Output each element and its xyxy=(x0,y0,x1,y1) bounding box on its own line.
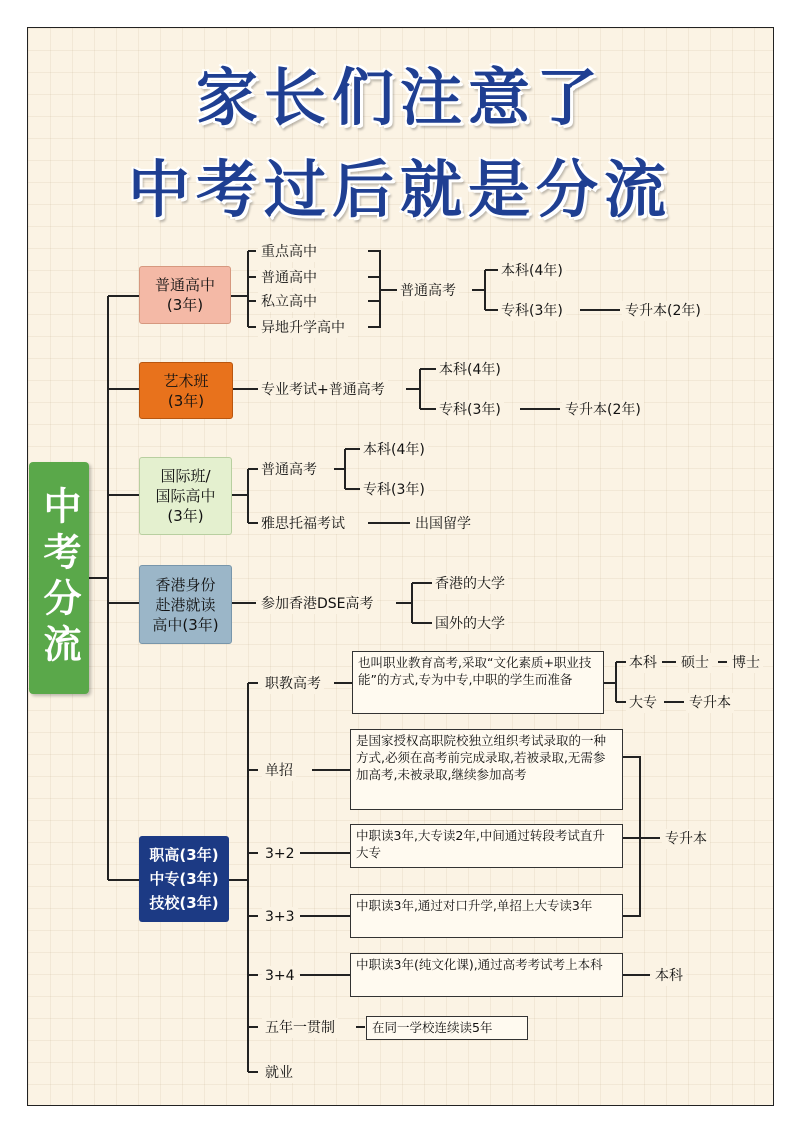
zhijiao-boshi: 博士 xyxy=(729,653,763,673)
node-guoji-years: (3年) xyxy=(167,507,204,525)
putong-benke: 本科(4年) xyxy=(498,261,566,281)
danzhao-label: 单招 xyxy=(262,761,296,781)
putong-zsb: 专升本(2年) xyxy=(622,301,704,321)
jiuye-label: 就业 xyxy=(262,1063,296,1083)
zhijiao-benke: 本科 xyxy=(626,653,660,673)
yishu-zhuanke: 专科(3年) xyxy=(436,400,504,420)
node-hk-label-3: 高中(3年) xyxy=(152,615,219,634)
zhijiao-dazhuan: 大专 xyxy=(626,693,660,713)
school-putong: 普通高中 xyxy=(258,268,320,288)
node-putong-label: 普通高中 xyxy=(154,276,215,294)
node-putong-years: (3年) xyxy=(166,296,204,314)
p34-result: 本科 xyxy=(652,966,686,986)
p33-desc: 中职读3年,通过对口升学,单招上大专读3年 xyxy=(350,894,623,938)
yishu-benke: 本科(4年) xyxy=(436,360,504,380)
school-sili: 私立高中 xyxy=(258,292,320,312)
zhijiao-zsb: 专升本 xyxy=(686,693,734,713)
yishu-exam: 专业考试+普通高考 xyxy=(258,380,388,400)
node-putong xyxy=(139,266,231,324)
guoji-exam: 普通高考 xyxy=(258,460,320,480)
node-hk-label-1: 香港身份 xyxy=(155,575,216,594)
node-guoji-label-1: 国际班/ xyxy=(160,467,211,485)
guoji-zhuanke: 专科(3年) xyxy=(360,480,428,500)
node-zhigao-label-3: 技校(3年) xyxy=(149,894,219,912)
node-guoji-label-2: 国际高中 xyxy=(155,487,216,505)
school-yidi: 异地升学高中 xyxy=(258,318,348,338)
title-line-1: 家长们注意了 xyxy=(195,61,604,134)
putong-zhuanke: 专科(3年) xyxy=(498,301,566,321)
school-zhongdian: 重点高中 xyxy=(258,242,320,262)
p32-label: 3+2 xyxy=(262,844,298,864)
zhijiao-label: 职教高考 xyxy=(262,674,324,694)
p34-label: 3+4 xyxy=(262,966,298,986)
hk-exam: 参加香港DSE高考 xyxy=(258,594,377,614)
root-label: 中考分流 xyxy=(37,486,81,670)
p32-desc: 中职读3年,大专读2年,中间通过转段考试直升大专 xyxy=(350,824,623,868)
p33-label: 3+3 xyxy=(262,907,298,927)
node-yishu xyxy=(139,362,233,419)
putong-exam: 普通高考 xyxy=(397,281,459,301)
node-yishu-years: (3年) xyxy=(167,391,205,410)
node-zhigao-label-1: 职高(3年) xyxy=(149,846,219,864)
title-line-2: 中考过后就是分流 xyxy=(127,153,672,226)
zhijiao-shuoshi: 硕士 xyxy=(678,653,712,673)
node-guoji xyxy=(139,457,232,535)
foreign-university: 国外的大学 xyxy=(432,614,508,634)
five-year-label: 五年一贯制 xyxy=(262,1018,338,1038)
node-yishu-label: 艺术班 xyxy=(163,371,209,390)
zhijiao-desc: 也叫职业教育高考,采取“文化素质+职业技能”的方式,专为中专,中职的学生而准备 xyxy=(352,651,604,714)
zsb-result: 专升本 xyxy=(662,829,710,849)
guoji-abroad: 出国留学 xyxy=(412,514,474,534)
node-zhigao xyxy=(139,836,229,922)
node-zhigao-label-2: 中专(3年) xyxy=(149,870,219,888)
root-node xyxy=(29,462,89,694)
guoji-benke: 本科(4年) xyxy=(360,440,428,460)
five-year-desc: 在同一学校连续读5年 xyxy=(366,1016,528,1040)
p34-desc: 中职读3年(纯文化课),通过高考考试考上本科 xyxy=(350,953,623,997)
danzhao-desc: 是国家授权高职院校独立组织考试录取的一种方式,必须在高考前完成录取,若被录取,无需参加高考,未被录取,继续参加高考 xyxy=(350,729,623,810)
yishu-zsb: 专升本(2年) xyxy=(562,400,644,420)
node-hk xyxy=(139,565,232,644)
node-hk-label-2: 赴港就读 xyxy=(155,595,216,614)
guoji-ielts: 雅思托福考试 xyxy=(258,514,348,534)
hk-university: 香港的大学 xyxy=(432,574,508,594)
